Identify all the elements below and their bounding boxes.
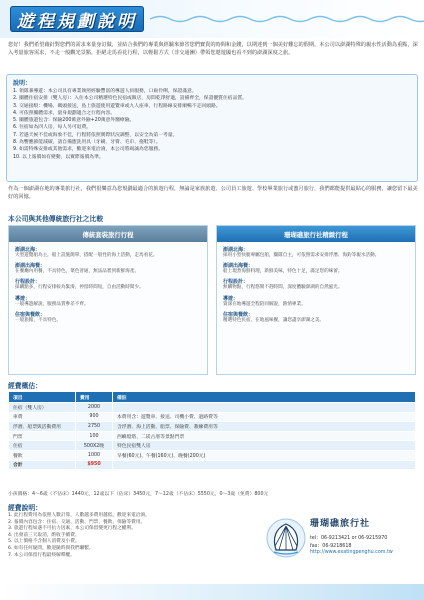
panel-item-title: 澎湖出海餐： (15, 263, 46, 270)
notes-item: 8. 為響應節能減碳，請自備盥洗用具（牙刷、牙膏、毛巾、拖鞋等）。 (13, 140, 161, 146)
panel-item (15, 311, 201, 324)
table-row (9, 422, 416, 432)
budget-item: 車費 (9, 412, 76, 422)
notes-item: 1. 領隊兼導遊：本公司具有專業執照經驗豐富的導遊人員服務，口齒伶俐，保證滿意。 (13, 89, 197, 94)
panel-item (15, 262, 201, 275)
budget-cost: 900 (76, 412, 113, 422)
panel-item (223, 262, 409, 275)
footer-band (0, 584, 424, 600)
notes-item: 6. 住宿如為四人房，每人另可退費。 (13, 125, 92, 131)
budget-header-row (9, 392, 416, 403)
company-fax: fax：06-9218618 (310, 544, 352, 549)
title-box (10, 6, 144, 32)
coral-panel-header: 珊瑚礁旅行社精緻行程 (217, 226, 415, 242)
panel-item-title: 澎湖北海： (15, 247, 41, 253)
panel-item (223, 295, 409, 308)
budget-note: 西嶼燈塔、二崁古厝等景點門票 (113, 431, 416, 441)
notes-item: 10. 以上報價如有變動，以實際報價為準。 (13, 154, 104, 160)
intro-text: 您好！我們希望藉針對您們的需求來量身訂做，並結合我們的專業與經驗來節省您們寶貴的時間和金錢，以期達到一個美好難忘的假期。本公司以澎湖特殊的親水性活動為重點，深入考量旅客需求，不走一般觀光景點，拒絕走馬看花行程，以輕鬆方式（非交通團）帶領您遨遊國也看不到的澎湖深度之旅。 (8, 42, 418, 56)
table-row (9, 403, 416, 413)
budget-price-note: 小孩價格：4～6歲（不佔床）1440元，12歲以下（佔床）3450元，7～12歲（不佔床）5550元，0～3歲（免費）800元 (8, 492, 269, 497)
budget-table (8, 391, 416, 470)
budget-cost: 500X2晚 (76, 441, 113, 451)
table-row (9, 441, 416, 451)
terms-item: 7. 本公司保留行程最終解釋權。 (8, 552, 75, 558)
notes-item: 7. 若遇天候不佳或海象不佳，行程將依照實際狀況調整，以安全為第一考量。 (13, 132, 178, 138)
terms-item: 2. 報價內容包含：住宿、交通、活動、門票、餐飲、保險等費用。 (8, 519, 146, 525)
shell-logo-icon (266, 518, 306, 558)
budget-item: 合計 (9, 460, 76, 470)
budget-cost: 2750 (76, 422, 113, 432)
panel-item-title: 澎湖出海餐： (223, 263, 254, 270)
notes-item: 9. 如需特殊安排或其他需求，歡迎來電洽詢，本公司將竭誠為您服務。 (13, 147, 164, 153)
budget-item: 住宿（雙人房） (9, 403, 76, 413)
budget-note: 含浮潛、海上活動、船票、保險費、教練費用等 (113, 422, 416, 432)
panel-item-title: 澎湖北海： (223, 247, 249, 253)
coral-panel (216, 225, 416, 375)
budget-item: 門票 (9, 431, 76, 441)
panel-item (223, 278, 409, 291)
notes-item: 5. 團體旅遊包含：保險200萬意外險+20萬意外醫療險。 (13, 118, 135, 124)
budget-col-cost: 費用 (76, 392, 113, 403)
panel-item-title: 行程設計： (15, 279, 41, 286)
budget-cost: 2000 (76, 403, 113, 413)
budget-item: 住宿 (9, 441, 76, 451)
notes-item: 2. 團體住宿安排（雙人房）：入住本公司精選特色民宿或飯店，房間乾淨舒適，設備齊全，保證優質住宿品質。 (13, 96, 247, 102)
notes-title: 說明： (13, 80, 32, 87)
budget-title: 經費概估： (8, 382, 42, 390)
budget-note (113, 403, 416, 413)
coral-panel-body (217, 242, 415, 331)
panel-item-text: 一般導遊解說，服務品質參差不齊。 (15, 301, 89, 307)
traditional-panel-header: 傳統套裝旅行行程 (9, 226, 207, 242)
budget-col-note: 備註 (113, 392, 416, 403)
wave-decoration (150, 14, 424, 24)
panel-item-text: 無購物點，行程悠閒不趕時間，深度體驗澎湖的自然風光。 (223, 285, 343, 291)
terms-list (8, 513, 263, 559)
panel-item-text: 一般旅館，不具特色。 (15, 317, 61, 323)
panel-item-title: 住宿與餐飲： (223, 311, 254, 318)
budget-col-item: 項目 (9, 392, 76, 403)
panel-item-text: 精選特色民宿，在地風味餐，讓您盡享澎湖之美。 (223, 317, 325, 323)
notes-box (6, 74, 418, 182)
panel-item-text: 採用小型快艇專屬包船，團隊自主，可依照需求安排浮潛、海釣等親水活動。 (223, 253, 380, 258)
panel-item-text: 大型遊覽船為主，船上設施簡單，搭配一般性的海上活動，走馬看花。 (15, 253, 158, 258)
page-title: 遊程規劃說明 (17, 11, 137, 32)
budget-note (113, 460, 416, 470)
terms-item: 6. 如有任何疑問，歡迎隨時與我們聯繫。 (8, 545, 94, 551)
traditional-panel (8, 225, 208, 375)
terms-item: 4. 出發前三天取消，酌收手續費。 (8, 532, 80, 538)
budget-cost: 1000 (76, 450, 113, 460)
budget-item: 餐飲 (9, 450, 76, 460)
panel-item-text: 資深在地導遊全程陪同解說，熱情專業。 (223, 301, 306, 307)
company-block (266, 510, 418, 576)
notes-list (13, 88, 411, 161)
panel-item (223, 311, 409, 324)
budget-note: 早餐(60元)、午餐(160元)、晚餐(200元) (113, 450, 416, 460)
notes-item: 4. 可依照團體需求，量身規劃適合之行程內容。 (13, 110, 116, 116)
panel-item-text: 船上現煮海鮮料理，新鮮美味，特色十足，滿足您的味蕾。 (223, 269, 343, 275)
terms-item: 3. 旅遊行程如遇不可抗力因素，本公司保留變更行程之權利。 (8, 526, 136, 532)
company-tel: tel：06-9213421 or 06-9215970 (310, 536, 388, 541)
budget-cost: $950 (76, 460, 113, 470)
table-row-total (9, 460, 416, 470)
second-paragraph: 作為一個澎湖在地的專業旅行社，我們很樂意為您規劃最適合的旅遊行程，無論是家族旅遊、公司員工旅遊、學校畢業旅行或蜜月旅行，我們都能提供最貼心的服務，讓您留下最美好的回憶。 (8, 186, 418, 200)
panel-item (15, 295, 201, 308)
panel-item-text: 在餐廳內用餐，不具特色，菜色普通，無法品嘗到新鮮海產。 (15, 269, 140, 275)
traditional-panel-body (9, 242, 207, 331)
panel-item-title: 導遊： (15, 295, 31, 302)
panel-item-title: 導遊： (223, 295, 239, 302)
table-row (9, 431, 416, 441)
compare-title: 本公司與其他傳統旅行社之比較 (8, 215, 104, 223)
company-name: 珊瑚礁旅行社 (310, 519, 371, 529)
panel-item-title: 住宿與餐飲： (15, 311, 46, 318)
panel-item (15, 278, 201, 291)
table-row (9, 450, 416, 460)
panel-item (15, 246, 201, 259)
terms-item: 1. 此行程費用為依照人數計算，人數越多費用越低，歡迎來電洽詢。 (8, 513, 150, 518)
panel-item-title: 行程設計： (223, 279, 249, 286)
budget-cost: 100 (76, 431, 113, 441)
budget-item: 浮潛、船票與活動費用 (9, 422, 76, 432)
panel-item-text: 採購點多，行程安排較為緊湊，停留時間短，自由活動時間少。 (15, 285, 144, 291)
terms-title: 經費說明： (8, 504, 42, 512)
panel-item (223, 246, 409, 259)
terms-item: 5. 以上價格不含個人消費及小費。 (8, 539, 80, 545)
table-row (9, 412, 416, 422)
budget-note: 特色民宿雙人房 (113, 441, 416, 451)
notes-item: 3. 交通接駁：機場、碼頭接送，島上旅遊使用遊覽車或九人座車，行程路線安排順暢不走回頭路。 (13, 103, 221, 109)
budget-note: 本費用含：遊覽車、接送、司機小費、過路費等 (113, 412, 416, 422)
company-url[interactable]: http://www.exatingpenghu.com.tw (310, 550, 393, 555)
